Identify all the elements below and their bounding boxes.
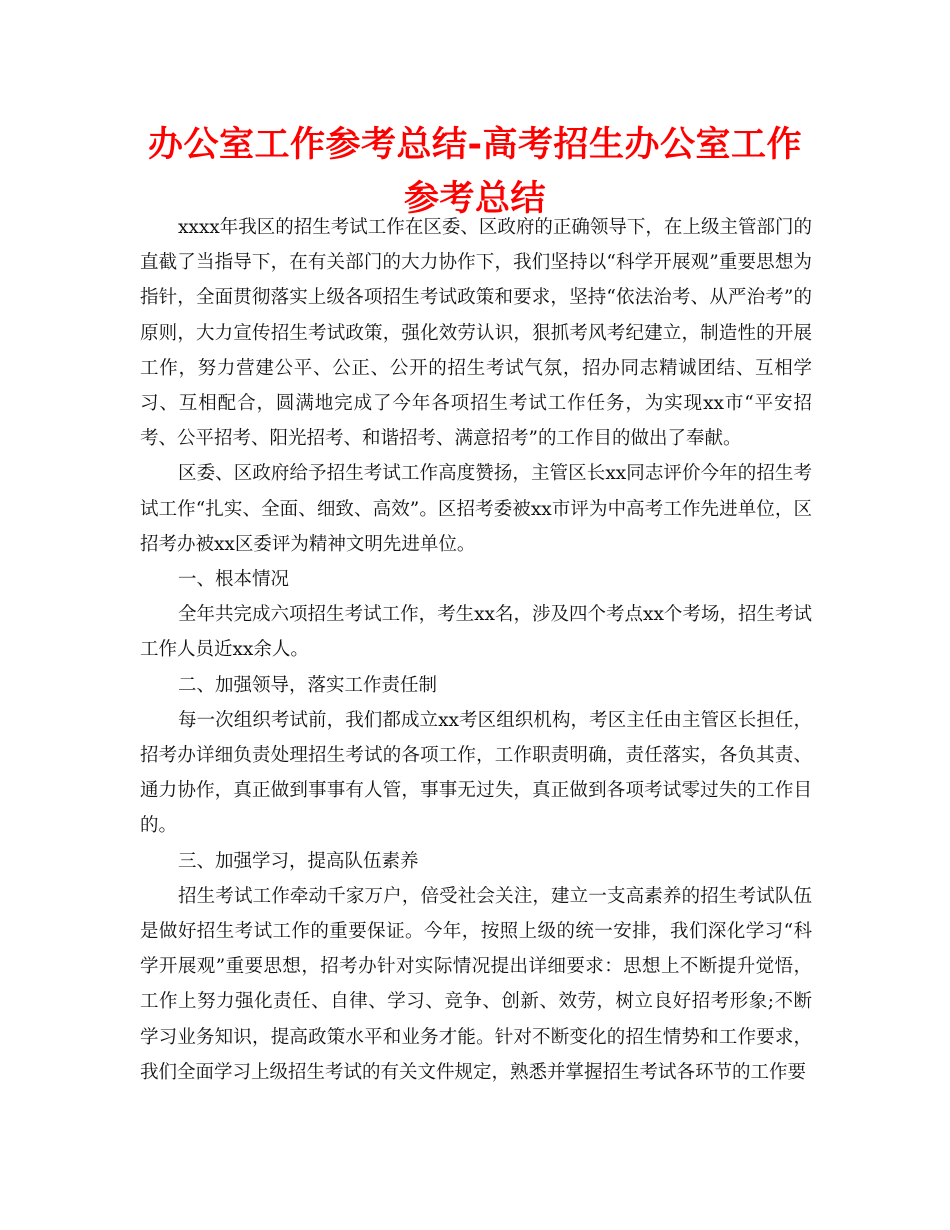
paragraph-leadership: 每一次组织考试前，我们都成立xx考区组织机构，考区主任由主管区长担任，招考办详细负责处理招生考试的各项工作，工作职责明确，责任落实，各负其责、通力协作，真正做到事事有人管，事事无过失，真正做到各项考试零过失的工作目的。	[140, 709, 812, 837]
document-body	[140, 210, 812, 1090]
section-heading-basic-situation: 一、根本情况	[178, 569, 290, 591]
paragraph-praise: 区委、区政府给予招生考试工作高度赞扬，主管区长xx同志评价今年的招生考试工作“扎实、全面、细致、高效”。区招考委被xx市评为中高考工作先进单位，区招考办被xx区委评为精神文明先进单位。	[140, 463, 812, 555]
section-heading-leadership: 二、加强领导，落实工作责任制	[178, 674, 438, 696]
paragraph-study: 招生考试工作牵动千家万户，倍受社会关注，建立一支高素养的招生考试队伍是做好招生考试工作的重要保证。今年，按照上级的统一安排，我们深化学习“科学开展观”重要思想，招考办针对实际情况提出详细要求：思想上不断提升觉悟，工作上努力强化责任、自律、学习、竞争、创新、效劳，树立良好招考形象;不断学习业务知识，提高政策水平和业务才能。针对不断变化的招生情势和工作要求，我们全面学习上级招生考试的有关文件规定，熟悉并掌握招生考试各环节的工作要	[140, 885, 812, 1083]
section-heading-study: 三、加强学习，提高队伍素养	[178, 850, 419, 872]
document-title: 办公室工作参考总结-高考招生办公室工作参考总结	[147, 125, 803, 219]
paragraph-intro: xxxx年我区的招生考试工作在区委、区政府的正确领导下，在上级主管部门的直截了当指导下，在有关部门的大力协作下，我们坚持以“科学开展观”重要思想为指针，全面贯彻落实上级各项招生考试政策和要求，坚持“依法治考、从严治考”的原则，大力宣传招生考试政策，强化效劳认识，狠抓考风考纪建立，制造性的开展工作，努力营建公平、公正、公开的招生考试气氛，招办同志精诚团结、互相学习、互相配合，圆满地完成了今年各项招生考试工作任务，为实现xx市“平安招考、公平招考、阳光招考、和谐招考、满意招考”的工作目的做出了奉献。	[140, 217, 812, 450]
paragraph-basic-situation: 全年共完成六项招生考试工作，考生xx名，涉及四个考点xx个考场，招生考试工作人员近xx余人。	[140, 604, 812, 661]
